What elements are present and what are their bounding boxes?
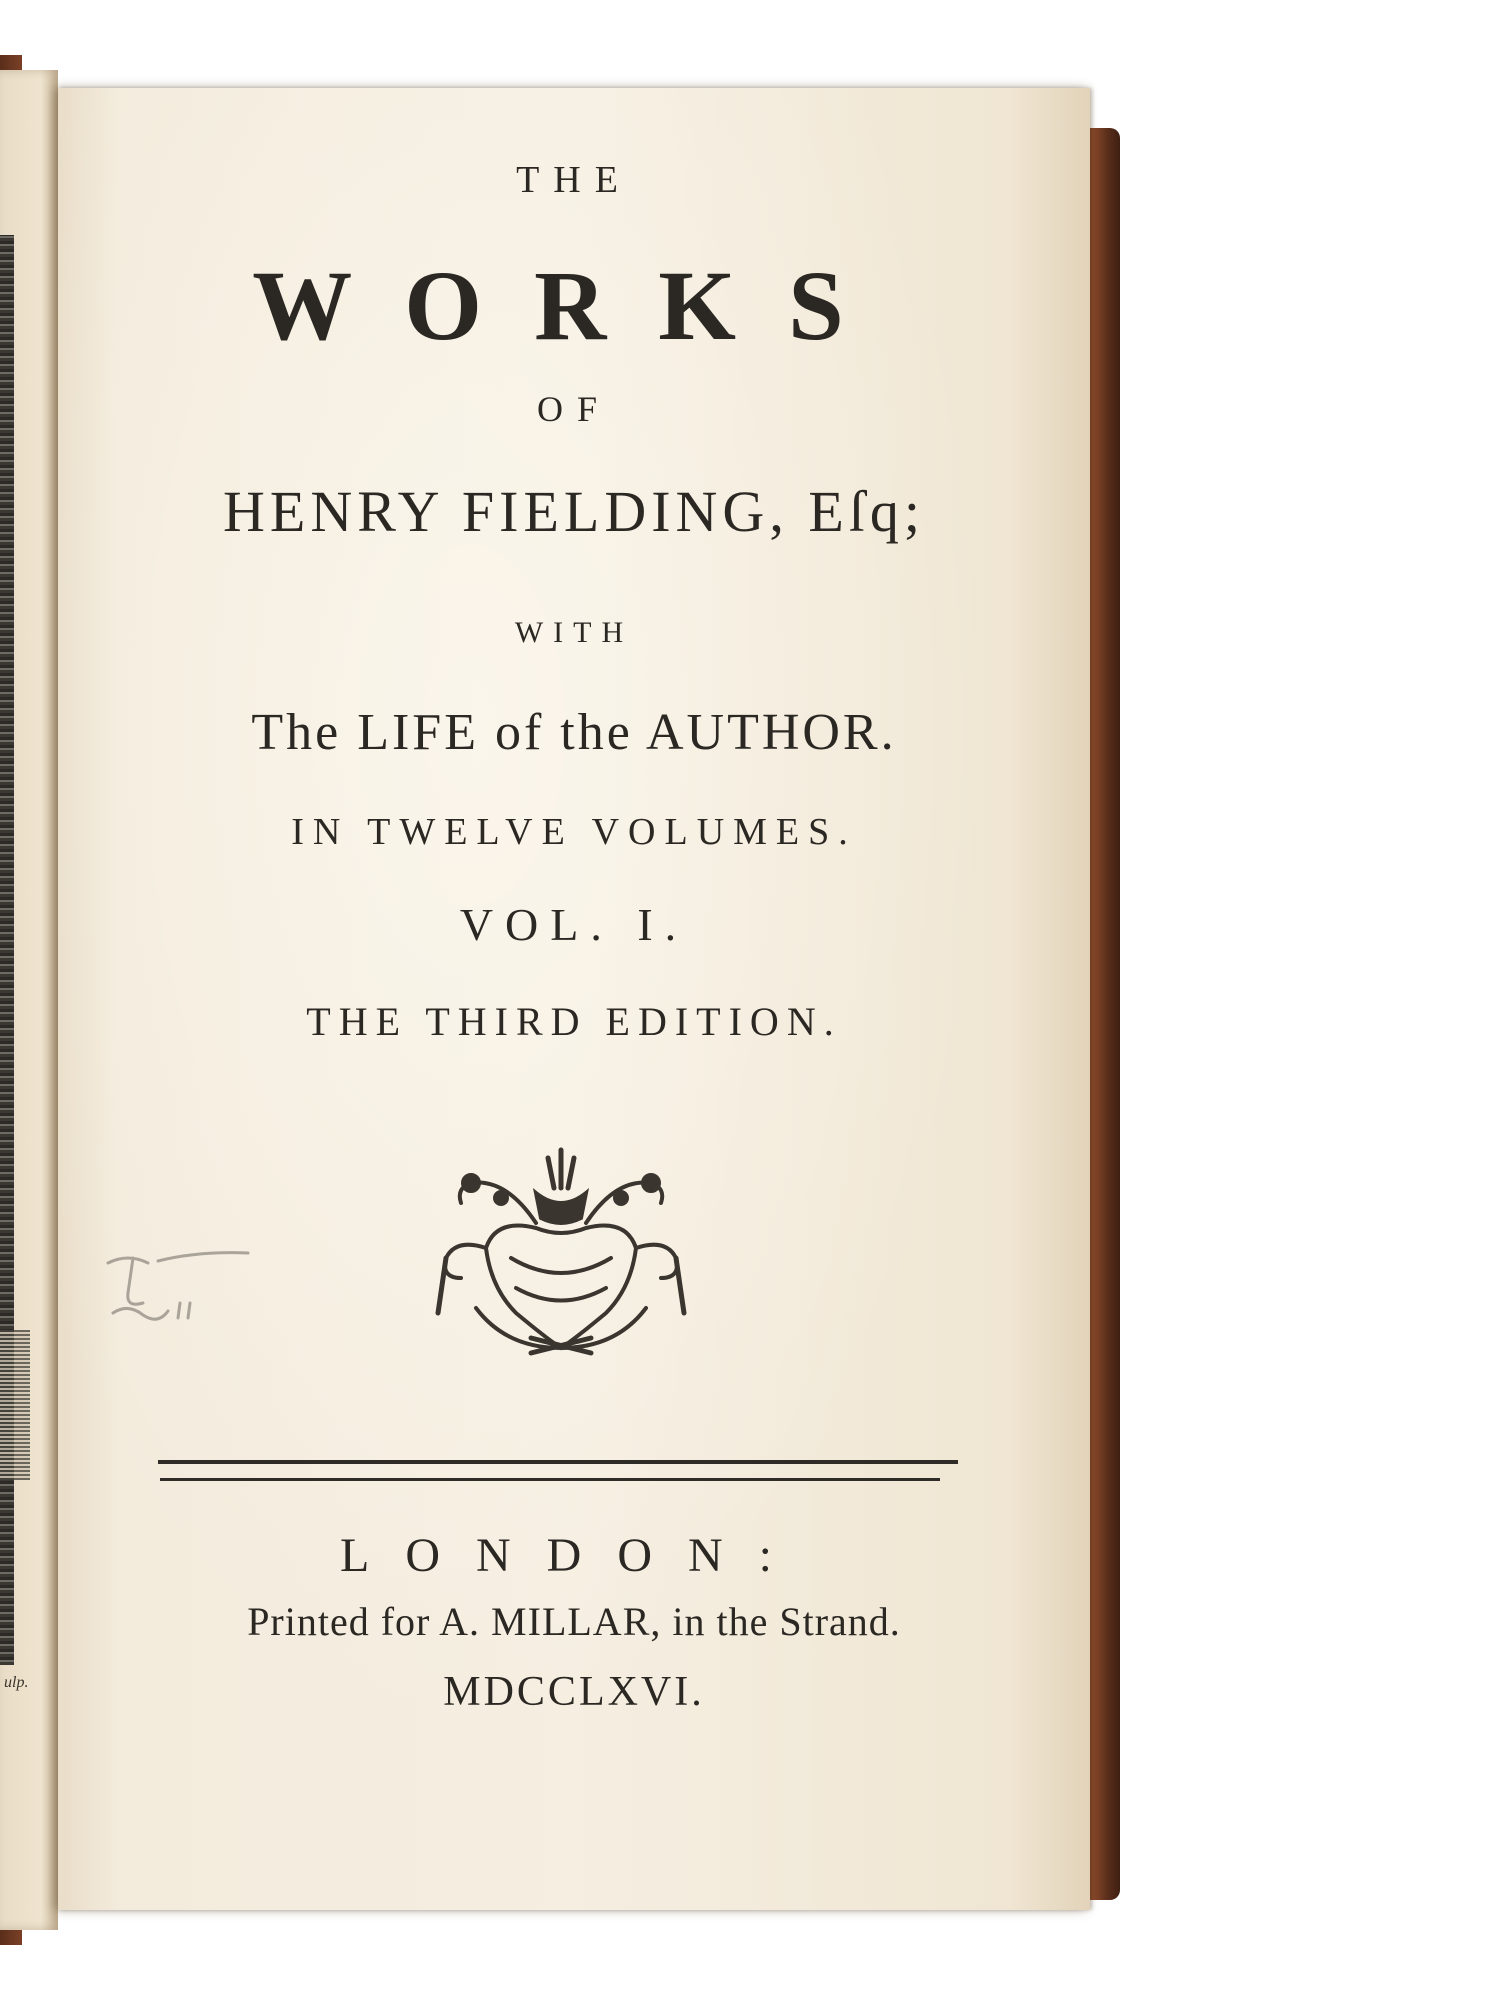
engraving-detail xyxy=(0,1330,30,1480)
urn-cartouche-ornament-icon xyxy=(416,1138,706,1368)
imprint-city: LONDON: xyxy=(340,1529,808,1582)
double-rule-bottom xyxy=(160,1478,940,1481)
double-rule-top xyxy=(158,1460,958,1464)
imprint-printer: Printed for A. MILLAR, in the Strand. xyxy=(247,1599,901,1644)
volume-count: IN TWELVE VOLUMES. xyxy=(291,811,857,853)
title-page xyxy=(58,88,1090,1910)
pencil-annotation xyxy=(88,1233,258,1343)
edition: THE THIRD EDITION. xyxy=(306,999,842,1044)
life-of-author: The LIFE of the AUTHOR. xyxy=(251,704,897,761)
title-with: WITH xyxy=(514,616,634,649)
title-the: THE xyxy=(516,159,632,201)
volume-number: VOL. I. xyxy=(459,899,689,950)
title-of: OF xyxy=(536,389,612,429)
author-name: HENRY FIELDING, Eſq; xyxy=(223,479,925,544)
engraver-credit: ulp. xyxy=(4,1674,29,1691)
imprint-date: MDCCLXVI. xyxy=(443,1669,705,1715)
title-works: WORKS xyxy=(252,250,896,361)
frontispiece-page xyxy=(0,70,58,1930)
